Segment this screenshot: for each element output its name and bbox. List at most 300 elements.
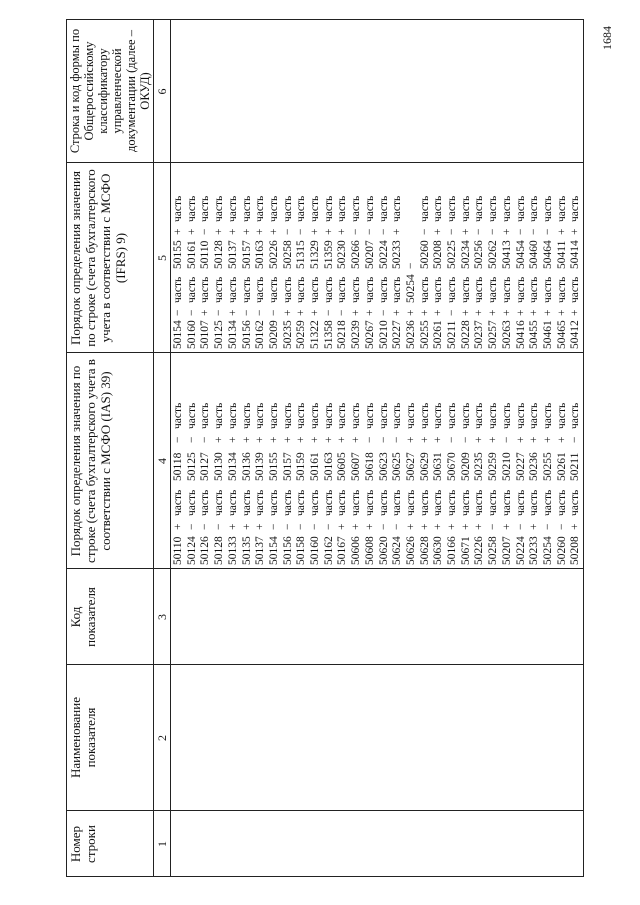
account-code: 51329 bbox=[309, 240, 321, 269]
part-label: часть bbox=[500, 276, 513, 303]
header-ifrs9: Порядок определения значения по строке (счета бухгалтерского учета в соответствии с МСФО (IFRS) 9) bbox=[68, 169, 128, 347]
sign: + bbox=[363, 523, 376, 530]
sign: + bbox=[500, 523, 513, 530]
part-label: часть bbox=[377, 195, 390, 222]
account-code: 50224 bbox=[377, 240, 390, 269]
sign: + bbox=[240, 436, 253, 443]
part-label: часть bbox=[391, 489, 404, 516]
part-label: часть bbox=[446, 402, 458, 429]
account-code: 50261 bbox=[555, 452, 568, 481]
account-code: 50413 bbox=[500, 240, 513, 269]
account-code: 50629 bbox=[418, 452, 431, 481]
sign: − bbox=[487, 523, 500, 530]
account-code: 50465 bbox=[555, 320, 568, 349]
part-label: часть bbox=[432, 195, 445, 222]
sign: + bbox=[350, 436, 363, 443]
account-code: 50218 bbox=[336, 320, 349, 349]
part-label: часть bbox=[541, 402, 554, 429]
part-label: часть bbox=[226, 276, 239, 303]
account-code: 50110 bbox=[172, 536, 184, 565]
account-code: 50225 bbox=[446, 240, 458, 269]
sign: − bbox=[377, 228, 390, 235]
col-border-1 bbox=[66, 810, 584, 811]
account-code: 50125 bbox=[185, 452, 198, 481]
account-code: 50670 bbox=[446, 452, 458, 481]
part-label: часть bbox=[432, 402, 445, 429]
account-code: 50239 bbox=[350, 320, 363, 349]
part-label: часть bbox=[213, 402, 226, 429]
account-code: 50163 bbox=[322, 452, 335, 481]
account-code: 50224 bbox=[514, 536, 527, 565]
sign: − bbox=[363, 228, 376, 235]
sign: − bbox=[350, 228, 363, 235]
sign: − bbox=[322, 309, 335, 316]
account-code: 50624 bbox=[391, 536, 404, 565]
col-border-6 bbox=[66, 19, 584, 20]
account-code: 50625 bbox=[391, 452, 404, 481]
sign: + bbox=[418, 309, 431, 316]
part-label: часть bbox=[487, 489, 500, 516]
account-code: 50166 bbox=[446, 536, 458, 565]
part-label: часть bbox=[322, 276, 335, 303]
sign: + bbox=[446, 523, 458, 530]
sign: − bbox=[391, 523, 404, 530]
account-code: 50412 bbox=[569, 320, 582, 349]
account-code: 50207 bbox=[363, 240, 376, 269]
sign: + bbox=[404, 309, 417, 316]
account-code: 50262 bbox=[487, 240, 500, 269]
sign: + bbox=[336, 436, 349, 443]
part-label: часть bbox=[418, 402, 431, 429]
part-label: часть bbox=[309, 276, 321, 303]
part-label: часть bbox=[514, 489, 527, 516]
account-code: 50460 bbox=[528, 240, 541, 269]
sign: − bbox=[377, 309, 390, 316]
part-label: часть bbox=[213, 276, 226, 303]
sign: + bbox=[350, 523, 363, 530]
sign: + bbox=[267, 228, 280, 235]
part-label: часть bbox=[172, 402, 184, 429]
sign: + bbox=[199, 309, 212, 316]
account-code: 50620 bbox=[377, 536, 390, 565]
account-code: 50236 bbox=[404, 320, 417, 349]
sign: + bbox=[528, 309, 541, 316]
account-code: 50235 bbox=[281, 320, 294, 349]
part-label: часть bbox=[172, 489, 184, 516]
part-label: часть bbox=[418, 489, 431, 516]
sign: − bbox=[267, 309, 280, 316]
sign: − bbox=[185, 436, 198, 443]
sign: − bbox=[555, 523, 568, 530]
sign: + bbox=[295, 309, 308, 316]
sign: − bbox=[185, 309, 198, 316]
table-bottom-border bbox=[583, 20, 584, 877]
sign: − bbox=[267, 523, 280, 530]
sign: + bbox=[432, 523, 445, 530]
part-label: часть bbox=[459, 489, 472, 516]
part-label: часть bbox=[295, 195, 308, 222]
sign: + bbox=[226, 309, 239, 316]
part-label: часть bbox=[240, 402, 253, 429]
part-label: часть bbox=[281, 402, 294, 429]
part-label: часть bbox=[281, 489, 294, 516]
sign: − bbox=[213, 523, 226, 530]
sign: − bbox=[500, 436, 513, 443]
col-border-5 bbox=[66, 162, 584, 163]
sign: + bbox=[309, 309, 321, 316]
account-code: 50267 bbox=[363, 320, 376, 349]
account-code: − bbox=[404, 262, 417, 269]
account-code: 50454 bbox=[514, 240, 527, 269]
sign: − bbox=[446, 309, 458, 316]
part-label: часть bbox=[267, 195, 280, 222]
part-label: часть bbox=[185, 489, 198, 516]
account-code: 50162 bbox=[254, 320, 267, 349]
part-label: часть bbox=[322, 195, 335, 222]
sign: + bbox=[555, 436, 568, 443]
part-label: часть bbox=[459, 402, 472, 429]
part-label: часть bbox=[172, 276, 184, 303]
part-label: часть bbox=[350, 489, 363, 516]
sign: + bbox=[404, 523, 417, 530]
part-label: часть bbox=[514, 276, 527, 303]
account-code: 50130 bbox=[213, 452, 226, 481]
sign: − bbox=[213, 309, 226, 316]
sign: + bbox=[226, 523, 239, 530]
sign: + bbox=[432, 228, 445, 235]
account-code: 50263 bbox=[500, 320, 513, 349]
part-label: часть bbox=[309, 195, 321, 222]
part-label: часть bbox=[295, 489, 308, 516]
account-code: 50605 bbox=[336, 452, 349, 481]
part-label: часть bbox=[446, 489, 458, 516]
account-code: 50226 bbox=[267, 240, 280, 269]
account-code: 50156 bbox=[281, 536, 294, 565]
sign: − bbox=[295, 523, 308, 530]
account-code: 50416 bbox=[514, 320, 527, 349]
sign: + bbox=[240, 523, 253, 530]
part-label: часть bbox=[514, 402, 527, 429]
sign: − bbox=[514, 228, 527, 235]
part-label: часть bbox=[199, 276, 212, 303]
sign: + bbox=[418, 436, 431, 443]
account-code: 50626 bbox=[404, 536, 417, 565]
account-code: 50256 bbox=[473, 240, 486, 269]
part-label: часть bbox=[226, 402, 239, 429]
part-label: часть bbox=[322, 402, 335, 429]
account-code: 50137 bbox=[254, 536, 267, 565]
part-label: 50254 bbox=[404, 274, 417, 303]
part-label: часть bbox=[240, 489, 253, 516]
part-label: часть bbox=[254, 402, 267, 429]
sign: − bbox=[309, 523, 321, 530]
part-label: часть bbox=[459, 276, 472, 303]
part-label: часть bbox=[541, 195, 554, 222]
part-label: часть bbox=[500, 489, 513, 516]
part-label: часть bbox=[363, 195, 376, 222]
account-code: 50254 bbox=[541, 536, 554, 565]
account-code: 50210 bbox=[500, 452, 513, 481]
col-number-6: 6 bbox=[155, 88, 169, 95]
account-code: 50227 bbox=[514, 452, 527, 481]
account-code: 50137 bbox=[226, 240, 239, 269]
part-label: часть bbox=[281, 195, 294, 222]
sign: + bbox=[213, 436, 226, 443]
sign: + bbox=[322, 228, 335, 235]
header-indicator-code: Код показателя bbox=[68, 587, 98, 647]
account-code: 50107 bbox=[199, 320, 212, 349]
part-label: часть bbox=[487, 276, 500, 303]
sign: + bbox=[473, 523, 486, 530]
table-top-border bbox=[66, 20, 67, 877]
account-code: 50209 bbox=[267, 320, 280, 349]
sign: − bbox=[254, 309, 267, 316]
account-code: 50411 bbox=[555, 240, 568, 269]
part-label: часть bbox=[555, 276, 568, 303]
account-code: 50160 bbox=[185, 320, 198, 349]
account-code: 50608 bbox=[363, 536, 376, 565]
header-bottom-border bbox=[153, 20, 154, 877]
account-code: 50227 bbox=[391, 320, 404, 349]
account-code: 50211 bbox=[446, 320, 458, 349]
sign: + bbox=[541, 309, 554, 316]
part-label: часть bbox=[240, 195, 253, 222]
part-label: часть bbox=[363, 402, 376, 429]
sign: + bbox=[350, 309, 363, 316]
account-code: 50155 bbox=[267, 452, 280, 481]
sign: + bbox=[500, 228, 513, 235]
sign: + bbox=[295, 436, 308, 443]
account-code: 50257 bbox=[487, 320, 500, 349]
part-label: часть bbox=[404, 402, 417, 429]
account-code: 50234 bbox=[459, 240, 472, 269]
part-label: часть bbox=[350, 195, 363, 222]
sign: + bbox=[541, 436, 554, 443]
part-label: часть bbox=[473, 276, 486, 303]
sign: + bbox=[473, 436, 486, 443]
sign: − bbox=[240, 309, 253, 316]
sign: + bbox=[487, 436, 500, 443]
sign: + bbox=[555, 228, 568, 235]
col-number-4: 4 bbox=[155, 458, 169, 464]
sign: + bbox=[254, 436, 267, 443]
account-code: 50258 bbox=[487, 536, 500, 565]
account-code: 50134 bbox=[226, 452, 239, 481]
part-label: часть bbox=[528, 195, 541, 222]
account-code: 50161 bbox=[185, 240, 198, 269]
account-code: 50607 bbox=[350, 452, 363, 481]
sign: − bbox=[281, 228, 294, 235]
part-label: часть bbox=[185, 195, 198, 222]
sign: − bbox=[418, 228, 431, 235]
account-code: 50207 bbox=[500, 536, 513, 565]
sign: − bbox=[391, 436, 404, 443]
sign: + bbox=[432, 436, 445, 443]
sign: + bbox=[418, 523, 431, 530]
part-label: часть bbox=[541, 276, 554, 303]
account-code: 50233 bbox=[528, 536, 541, 565]
account-code: 50158 bbox=[295, 536, 308, 565]
part-label: часть bbox=[500, 195, 513, 222]
sign: + bbox=[528, 523, 541, 530]
part-label: часть bbox=[226, 195, 239, 222]
account-code: 50208 bbox=[432, 240, 445, 269]
account-code: 50159 bbox=[295, 452, 308, 481]
sign: + bbox=[185, 228, 198, 235]
part-label: часть bbox=[473, 195, 486, 222]
sign: − bbox=[295, 228, 308, 235]
account-code: 50124 bbox=[185, 536, 198, 565]
col-border-4 bbox=[66, 352, 584, 353]
part-label: часть bbox=[514, 195, 527, 222]
account-code: 50236 bbox=[528, 452, 541, 481]
account-code: 50226 bbox=[473, 536, 486, 565]
sign: + bbox=[514, 436, 527, 443]
account-code: 50139 bbox=[254, 452, 267, 481]
sign: + bbox=[172, 228, 184, 235]
sign: + bbox=[322, 436, 335, 443]
part-label: часть bbox=[528, 402, 541, 429]
part-label: часть bbox=[473, 489, 486, 516]
sign: − bbox=[473, 228, 486, 235]
account-code: 50233 bbox=[391, 240, 404, 269]
account-code: 50208 bbox=[569, 536, 582, 565]
sign: + bbox=[240, 228, 253, 235]
account-code: 50126 bbox=[199, 536, 212, 565]
account-code: 50631 bbox=[432, 452, 445, 481]
part-label: часть bbox=[446, 276, 458, 303]
col-border-0 bbox=[66, 876, 584, 877]
account-code: 50136 bbox=[240, 452, 253, 481]
account-code: 51315 bbox=[295, 240, 308, 269]
part-label: часть bbox=[541, 489, 554, 516]
sign: + bbox=[281, 309, 294, 316]
account-code: 50618 bbox=[363, 452, 376, 481]
account-code: 50209 bbox=[459, 452, 472, 481]
sign: + bbox=[309, 436, 321, 443]
part-label: часть bbox=[569, 489, 582, 516]
sign: − bbox=[459, 436, 472, 443]
account-code: 50155 bbox=[172, 240, 184, 269]
part-label: часть bbox=[295, 276, 308, 303]
account-code: 50255 bbox=[418, 320, 431, 349]
account-code: 50255 bbox=[541, 452, 554, 481]
part-label: часть bbox=[267, 402, 280, 429]
account-code: 50628 bbox=[418, 536, 431, 565]
account-code: 50258 bbox=[281, 240, 294, 269]
part-label: часть bbox=[459, 195, 472, 222]
account-code: 50157 bbox=[240, 240, 253, 269]
account-code: 50630 bbox=[432, 536, 445, 565]
part-label: часть bbox=[295, 402, 308, 429]
account-code: 50154 bbox=[267, 536, 280, 565]
sign: − bbox=[514, 523, 527, 530]
sign: − bbox=[377, 523, 390, 530]
account-code: 50623 bbox=[377, 452, 390, 481]
part-label: часть bbox=[569, 276, 582, 303]
sign: + bbox=[487, 309, 500, 316]
sign: − bbox=[569, 436, 582, 443]
account-code: 50154 bbox=[172, 320, 184, 349]
account-code: 50606 bbox=[350, 536, 363, 565]
account-code: 50110 bbox=[199, 240, 212, 269]
account-code: 50266 bbox=[350, 240, 363, 269]
account-code: 50230 bbox=[336, 240, 349, 269]
sign: + bbox=[459, 309, 472, 316]
part-label: часть bbox=[528, 489, 541, 516]
account-code: 50237 bbox=[473, 320, 486, 349]
part-label: часть bbox=[267, 276, 280, 303]
account-code: 50211 bbox=[569, 452, 582, 481]
part-label: часть bbox=[487, 402, 500, 429]
sign: + bbox=[404, 436, 417, 443]
part-label: часть bbox=[309, 402, 321, 429]
part-label: часть bbox=[555, 489, 568, 516]
sign: − bbox=[199, 228, 212, 235]
account-code: 50134 bbox=[226, 320, 239, 349]
sign: + bbox=[336, 523, 349, 530]
sign: − bbox=[528, 228, 541, 235]
part-label: часть bbox=[322, 489, 335, 516]
sign: − bbox=[541, 523, 554, 530]
account-code: 50133 bbox=[226, 536, 239, 565]
col-border-2 bbox=[66, 664, 584, 665]
account-code: 50235 bbox=[473, 452, 486, 481]
part-label: часть bbox=[336, 489, 349, 516]
account-code: 50156 bbox=[240, 320, 253, 349]
account-code: 50259 bbox=[487, 452, 500, 481]
part-label: часть bbox=[281, 276, 294, 303]
sign: − bbox=[185, 523, 198, 530]
part-label: часть bbox=[199, 195, 212, 222]
sign: + bbox=[500, 309, 513, 316]
account-code: 50125 bbox=[213, 320, 226, 349]
part-label: часть bbox=[528, 276, 541, 303]
number-row-bottom-border bbox=[170, 20, 171, 877]
sign: + bbox=[569, 309, 582, 316]
part-label: часть bbox=[555, 402, 568, 429]
header-okud: Строка и код формы по Общероссийскому классификатору управленческой документации (далее – ОКУД) bbox=[68, 28, 152, 154]
sign: + bbox=[473, 309, 486, 316]
account-code: 50228 bbox=[459, 320, 472, 349]
sign: + bbox=[569, 228, 582, 235]
part-label: часть bbox=[240, 276, 253, 303]
account-code: 50455 bbox=[528, 320, 541, 349]
part-label: часть bbox=[418, 276, 431, 303]
part-label: часть bbox=[213, 195, 226, 222]
col-number-5: 5 bbox=[155, 255, 169, 261]
part-label: часть bbox=[391, 195, 404, 222]
part-label: часть bbox=[254, 276, 267, 303]
sign: − bbox=[541, 228, 554, 235]
col-number-3: 3 bbox=[155, 614, 169, 620]
part-label: часть bbox=[377, 489, 390, 516]
account-code: 50461 bbox=[541, 320, 554, 349]
part-label: часть bbox=[432, 276, 445, 303]
part-label: часть bbox=[418, 195, 431, 222]
part-label: часть bbox=[213, 489, 226, 516]
account-code: 50128 bbox=[213, 536, 226, 565]
part-label: часть bbox=[336, 195, 349, 222]
account-code: 50161 bbox=[309, 452, 321, 481]
part-label: часть bbox=[391, 402, 404, 429]
header-row-number: Номер строки bbox=[68, 825, 98, 863]
part-label: часть bbox=[226, 489, 239, 516]
account-code: 50627 bbox=[404, 452, 417, 481]
part-label: часть bbox=[500, 402, 513, 429]
part-label: часть bbox=[555, 195, 568, 222]
part-label: часть bbox=[391, 276, 404, 303]
